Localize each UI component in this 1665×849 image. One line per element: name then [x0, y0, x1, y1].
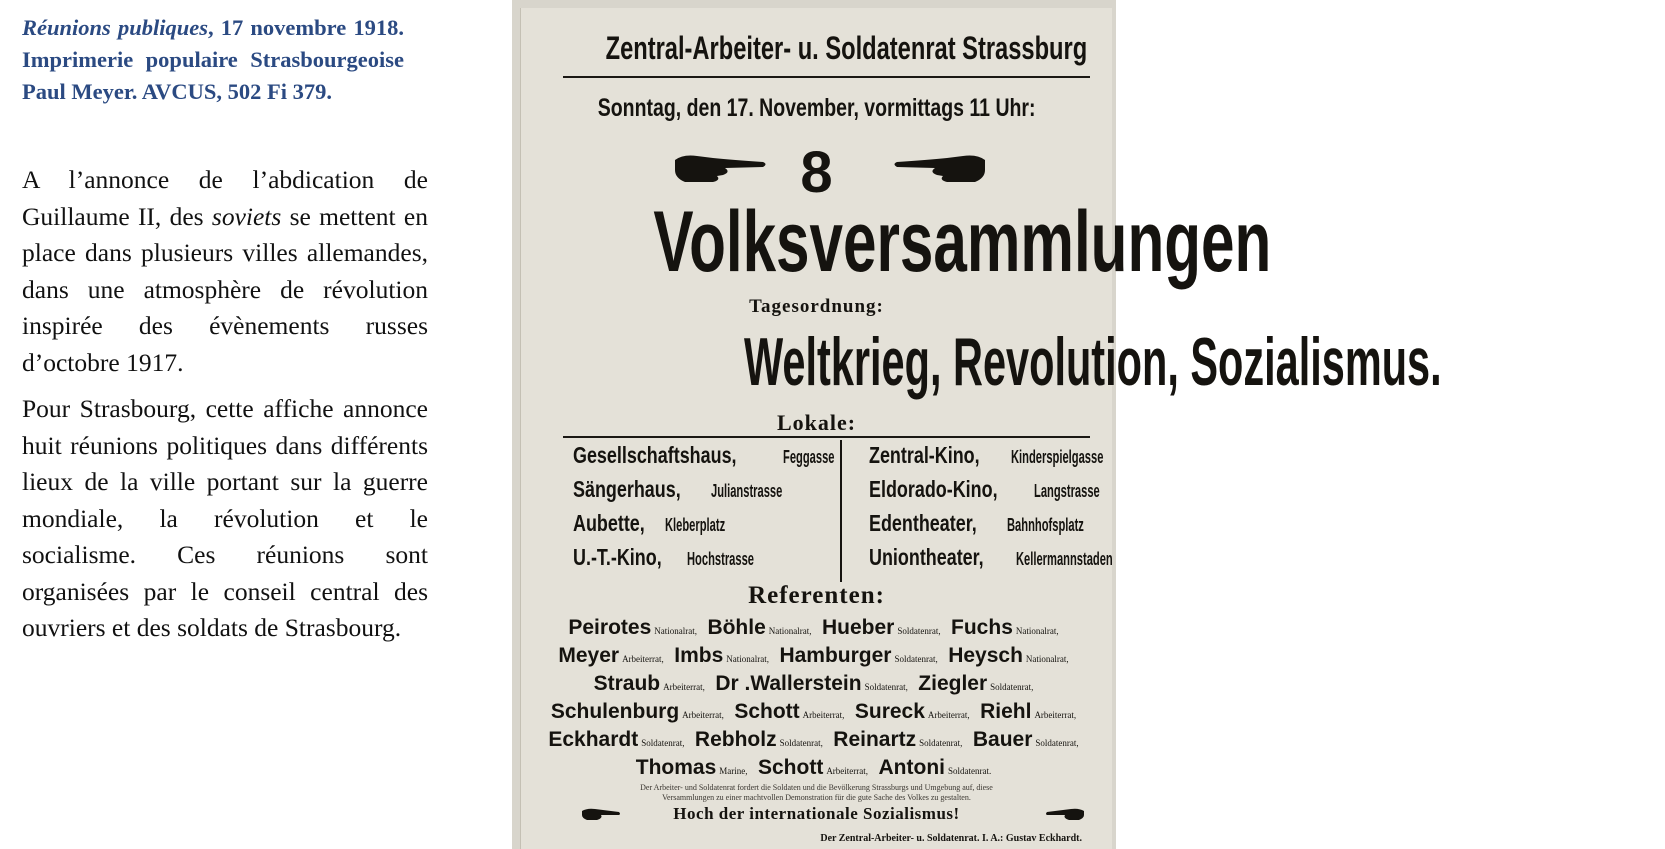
- speaker-title: Arbeiterrat,: [802, 710, 845, 720]
- speaker-title: Nationalrat,: [768, 626, 812, 636]
- speaker-name: Straub: [593, 672, 661, 695]
- speaker-name: Riehl: [980, 700, 1032, 723]
- poster-header-text: Zentral-Arbeiter- u. Soldatenrat Strassburg: [605, 30, 1088, 66]
- speaker-title: Soldatenrat,: [1035, 738, 1079, 748]
- speaker-row: [521, 756, 1112, 780]
- speaker-title: Soldatenrat,: [894, 654, 938, 664]
- poster-date-text: Sonntag, den 17. November, vormittags 11 Uhr:: [597, 94, 1036, 122]
- venue-name: Edentheater,: [869, 510, 977, 536]
- speaker-name: Dr .Wallerstein: [715, 672, 862, 695]
- speaker-name: Thomas: [635, 756, 717, 779]
- speaker-title: Soldatenrat,: [641, 738, 685, 748]
- poster-slogan: [521, 804, 1112, 824]
- venue-row: [573, 472, 866, 506]
- slogan-text: Hoch der internationale Sozialismus!: [673, 804, 960, 823]
- speaker-title: Arbeiterrat,: [826, 766, 869, 776]
- venue-name: Sängerhaus,: [573, 476, 681, 502]
- speaker-name: Ziegler: [918, 672, 988, 695]
- speaker-name: Rebholz: [694, 728, 777, 751]
- speaker-title: Soldatenrat,: [864, 682, 908, 692]
- speaker-title: Arbeiterrat,: [1034, 710, 1077, 720]
- speaker-name: Böhle: [707, 616, 766, 639]
- speaker-name: Sureck: [854, 700, 925, 723]
- venue-name: Eldorado-Kino,: [869, 476, 998, 502]
- venue-street: Langstrasse: [1033, 481, 1100, 501]
- poster-agenda: [521, 322, 1442, 402]
- speaker-title: Soldatenrat.: [947, 766, 992, 776]
- poster-venues-label: [521, 410, 1112, 436]
- venue-street: Hochstrasse: [686, 549, 754, 569]
- poster-header: [521, 30, 1112, 67]
- speaker-title: Soldatenrat,: [990, 682, 1034, 692]
- venue-row: [869, 540, 1172, 574]
- poster-number-text: 8: [800, 140, 833, 205]
- speaker-title: Arbeiterrat,: [622, 654, 664, 664]
- paragraph-abdication: [22, 162, 428, 381]
- speaker-row: [521, 728, 1112, 752]
- paragraph-strasbourg: Pour Strasbourg, cette affiche annonce huit réunions politiques dans différents lieux de la ville portant sur la guerre mondiale, la révolution et le socialisme. Ces réunions sont organisées par le conseil central des ouvriers et des soldats de Strasbourg.: [22, 394, 428, 642]
- venue-row: [573, 506, 866, 540]
- speaker-name: Imbs: [674, 644, 724, 667]
- speaker-name: Reinartz: [833, 728, 917, 751]
- speaker-title: Soldatenrat,: [779, 738, 823, 748]
- venue-name: U.-T.-Kino,: [573, 544, 662, 570]
- speaker-name: Schulenburg: [550, 700, 680, 723]
- speaker-title: Nationalrat,: [654, 626, 697, 636]
- venue-row: [869, 472, 1172, 506]
- venue-street: Bahnhofsplatz: [1007, 515, 1084, 535]
- venues-divider: [840, 440, 842, 582]
- poster-speakers-label: [521, 582, 1112, 610]
- speaker-title: Nationalrat,: [1015, 626, 1059, 636]
- agenda-label-text: Tagesordnung:: [749, 296, 884, 317]
- speaker-name: Heysch: [948, 644, 1023, 667]
- speaker-title: Arbeiterrat,: [927, 710, 970, 720]
- paragraph1-text-a: A l’annonce de l’abdication de Guillaume II, des: [22, 165, 428, 231]
- venue-row: [573, 540, 866, 574]
- speaker-name: Meyer: [558, 644, 620, 667]
- speaker-name: Hueber: [821, 616, 895, 639]
- venues-right-column: [869, 438, 1172, 574]
- speakers-label-text: Referenten:: [748, 582, 885, 609]
- paragraph1-italic-term: soviets: [211, 201, 282, 231]
- speaker-title: Nationalrat,: [726, 654, 769, 664]
- speaker-name: Antoni: [878, 756, 945, 779]
- speaker-row: [521, 672, 1112, 696]
- speaker-name: Bauer: [972, 728, 1033, 751]
- venue-street: Julianstrasse: [711, 481, 783, 501]
- caption-title: Réunions publiques: [22, 15, 208, 40]
- poster-agenda-text: Weltkrieg, Revolution, Sozialismus.: [744, 324, 1442, 400]
- speaker-name: Peirotes: [568, 616, 652, 639]
- venue-row: [573, 438, 866, 472]
- small-print-line: Versammlungen zu einer machtvollen Demonstration für die gute Sache des Volkes zu gestalten.: [662, 793, 971, 802]
- small-print-line: Der Arbeiter- und Soldatenrat fordert die Soldaten und die Bevölkerung Strassburgs und Umgebung auf, diese: [640, 783, 993, 792]
- speaker-title: Arbeiterrat,: [682, 710, 724, 720]
- speaker-title: Nationalrat,: [1025, 654, 1069, 664]
- paragraph1-text-b: se mettent en place dans plusieurs villes allemandes, dans une atmosphère de révolution inspirée des évènements russes d’octobre 1917.: [22, 201, 428, 377]
- speaker-name: Eckhardt: [548, 728, 639, 751]
- speaker-title: Arbeiterrat,: [663, 682, 705, 692]
- speaker-row: [521, 700, 1112, 724]
- header-rule: [563, 76, 1090, 78]
- speaker-row: [521, 644, 1112, 668]
- signature-text: Der Zentral-Arbeiter- u. Soldatenrat. I. A.: Gustav Eckhardt.: [820, 833, 1082, 844]
- venue-name: Zentral-Kino,: [869, 442, 980, 468]
- venues-label-text: Lokale:: [776, 410, 857, 435]
- speaker-name: Hamburger: [779, 644, 892, 667]
- image-caption: [22, 12, 404, 108]
- speaker-title: Soldatenrat,: [919, 738, 963, 748]
- speaker-name: Fuchs: [951, 616, 1013, 639]
- poster-image: [512, 0, 1442, 849]
- commentary-column: [22, 12, 428, 647]
- venue-row: [869, 506, 1172, 540]
- poster-signature: [491, 828, 1082, 846]
- venue-street: Feggasse: [782, 447, 835, 467]
- poster-main-title-text: Volksversammlungen: [653, 194, 1272, 290]
- venue-street: Kinderspielgasse: [1010, 447, 1104, 467]
- venues-left-column: [573, 438, 866, 574]
- venue-row: [869, 438, 1172, 472]
- caption-details: , 17 novembre 1918. Imprimerie populaire Strasbourgeoise Paul Meyer. AVCUS, 502 Fi 379.: [22, 15, 404, 104]
- speaker-title: Marine,: [719, 766, 748, 776]
- poster-agenda-label: [521, 296, 1112, 318]
- venue-street: Kleberplatz: [665, 515, 726, 535]
- speaker-name: Schott: [757, 756, 824, 779]
- poster-paper: [520, 8, 1442, 849]
- poster-date-line: [521, 94, 1112, 123]
- speaker-title: Soldatenrat,: [897, 626, 941, 636]
- poster-main-title: [521, 194, 1272, 290]
- venue-street: Kellermannstaden: [1015, 549, 1113, 569]
- venue-name: Aubette,: [573, 510, 645, 536]
- speaker-name: Schott: [734, 700, 800, 723]
- venue-name: Gesellschaftshaus,: [573, 442, 737, 468]
- speaker-row: [521, 616, 1112, 640]
- venue-name: Uniontheater,: [869, 544, 984, 570]
